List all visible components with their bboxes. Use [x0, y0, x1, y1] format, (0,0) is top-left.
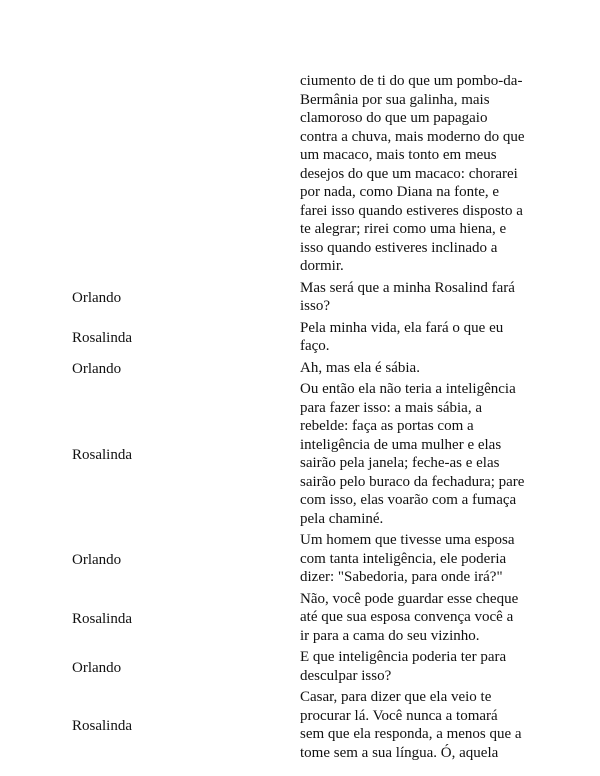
speech-line: dormir.	[300, 258, 344, 274]
speech-line: Ou então ela não teria a inteligência	[300, 381, 516, 397]
speaker-name: Rosalinda	[72, 330, 132, 347]
speech-line: até que sua esposa convença você a	[300, 609, 514, 625]
speech-text	[300, 72, 540, 279]
speaker-name: Rosalinda	[72, 447, 132, 464]
speech-line: Não, você pode guardar esse cheque	[300, 590, 519, 607]
speech-text	[300, 590, 540, 649]
dialogue-row	[72, 590, 540, 649]
speech-text	[300, 279, 540, 319]
speech-text	[300, 648, 540, 688]
dialogue-row	[72, 359, 540, 381]
speech-line: com tanta inteligência, ele poderia	[300, 550, 507, 567]
speech-line: inteligência de uma mulher e elas	[300, 436, 502, 453]
dialogue-row	[72, 648, 540, 688]
dialogue-row	[72, 279, 540, 319]
speech-line: um macaco, mais tonto em meus	[300, 147, 497, 163]
speech-line: desejos do que um macaco: chorarei	[300, 165, 518, 182]
speech-line: te alegrar; rirei como uma hiena, e	[300, 221, 507, 237]
speech-line: procurar lá. Você nunca a tomará	[300, 707, 498, 724]
speech-text	[300, 531, 540, 590]
speech-line: Pela minha vida, ela fará o que eu	[300, 319, 504, 336]
speech-line: sairão pela janela; feche-as e elas	[300, 455, 500, 471]
speech-line: Casar, para dizer que ela veio te	[300, 689, 492, 705]
speech-line: clamoroso do que um papagaio	[300, 110, 488, 126]
speech-line: isso?	[300, 298, 330, 314]
speech-text	[300, 380, 540, 531]
speech-line: isso quando estiveres inclinado a	[300, 239, 498, 256]
speech-line: rebelde: faça as portas com a	[300, 418, 474, 434]
speech-line: Bermânia por sua galinha, mais	[300, 91, 490, 108]
speech-line: farei isso quando estiveres disposto a	[300, 202, 523, 219]
speech-line: desculpar isso?	[300, 667, 392, 684]
speaker-name	[72, 72, 300, 279]
speaker-name: Orlando	[72, 552, 122, 568]
speech-text	[300, 359, 540, 381]
dialogue-row	[72, 688, 540, 765]
speech-line: faço.	[300, 338, 330, 354]
speech-line: para fazer isso: a mais sábia, a	[300, 399, 482, 416]
dialogue-row	[72, 531, 540, 590]
speaker-name: Orlando	[72, 361, 122, 377]
speech-line: sairão pelo buraco da fechadura; pare	[300, 473, 525, 490]
speech-line: por nada, como Diana na fonte, e	[300, 184, 500, 200]
speech-line: ciumento de ti do que um pombo-da-	[300, 73, 523, 89]
speech-line: Mas será que a minha Rosalind fará	[300, 279, 515, 296]
speaker-name: Rosalinda	[72, 718, 132, 735]
speech-line: E que inteligência poderia ter para	[300, 649, 507, 665]
speech-line: contra a chuva, mais moderno do que	[300, 128, 525, 145]
speech-line: ir para a cama do seu vizinho.	[300, 627, 480, 644]
speech-text	[300, 688, 540, 765]
speech-line: sem que ela responda, a menos que a	[300, 726, 522, 742]
speaker-name: Orlando	[72, 290, 122, 307]
speaker-name: Rosalinda	[72, 610, 132, 627]
dialogue-row	[72, 319, 540, 359]
speaker-name: Orlando	[72, 659, 122, 676]
dialogue-row	[72, 72, 540, 279]
speech-text	[300, 319, 540, 359]
speech-line: com isso, elas voarão com a fumaça	[300, 492, 517, 508]
dialogue-body	[72, 72, 540, 765]
speech-line: pela chaminé.	[300, 510, 384, 527]
speech-line: Um homem que tivesse uma esposa	[300, 532, 515, 548]
speech-line: tome sem a sua língua. Ó, aquela	[300, 744, 499, 761]
speech-line: dizer: "Sabedoria, para onde irá?"	[300, 569, 503, 585]
dialogue-row	[72, 380, 540, 531]
speech-line: Ah, mas ela é sábia.	[300, 359, 420, 376]
dialogue-table	[72, 72, 540, 765]
